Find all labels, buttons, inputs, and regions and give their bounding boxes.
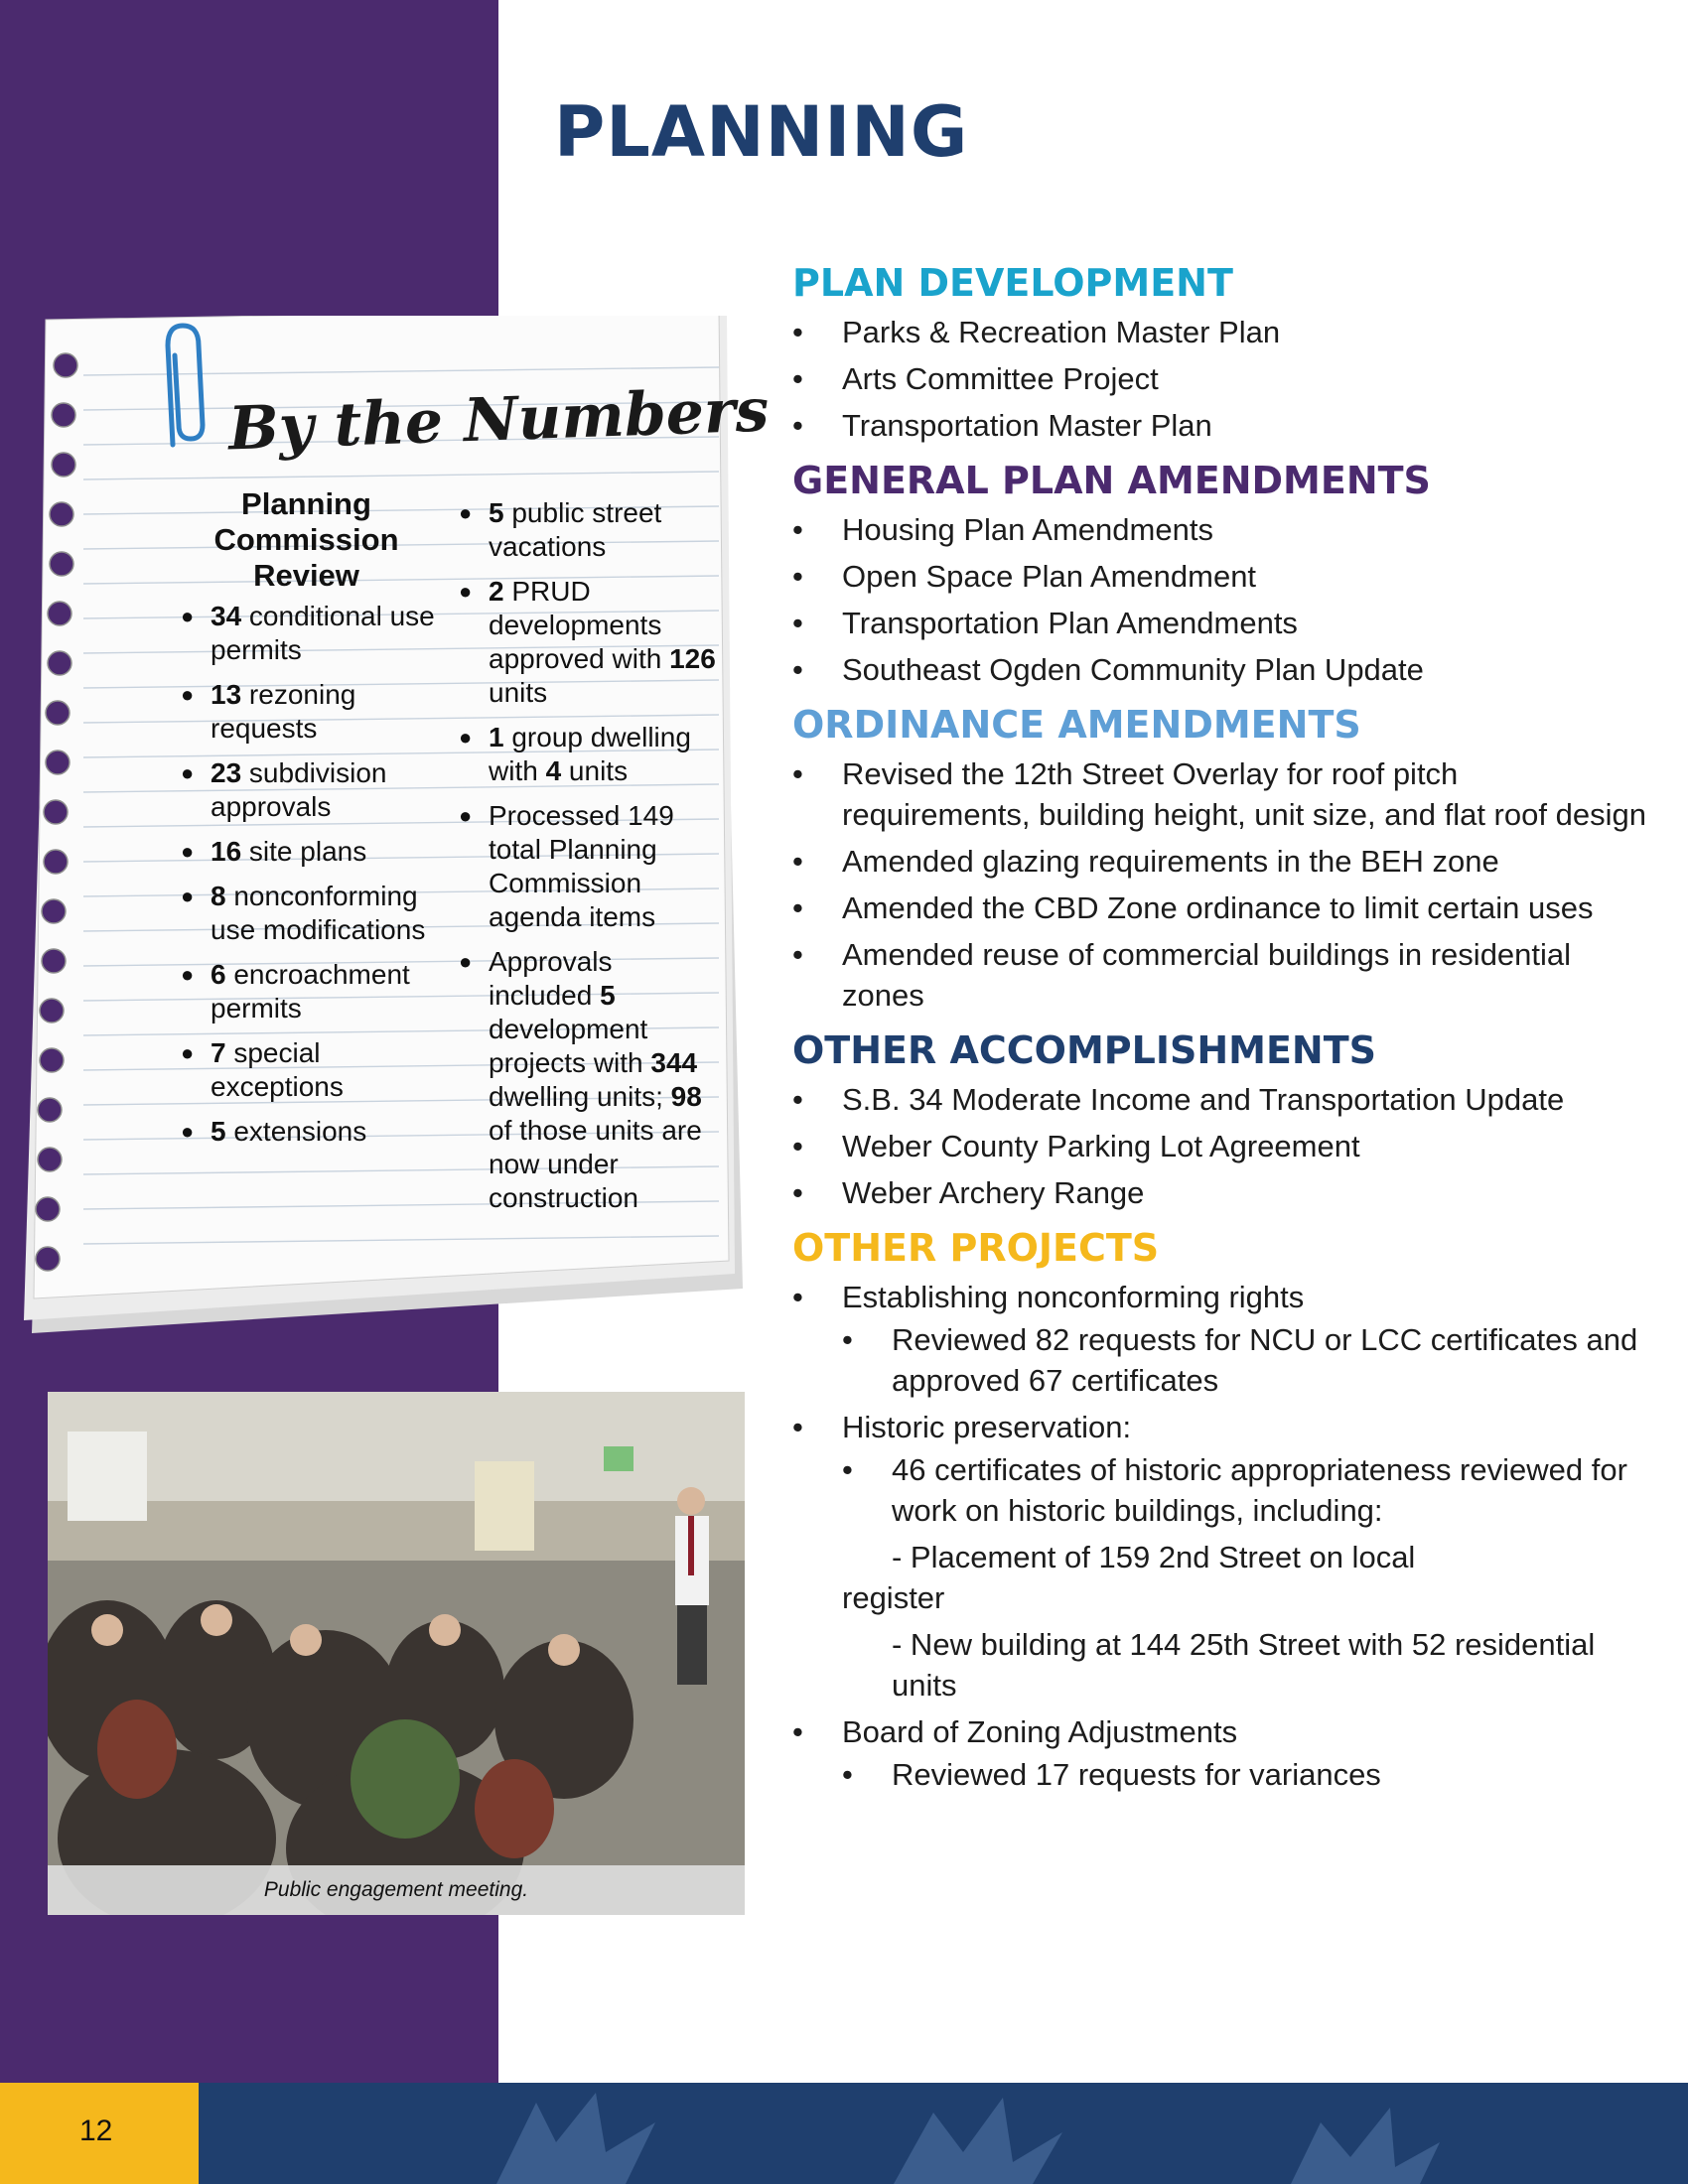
meeting-photo	[48, 1392, 745, 1915]
list-item: • Open Space Plan Amendment	[792, 556, 1646, 597]
sub-list	[842, 1754, 1646, 1795]
page-number: 12	[79, 2115, 113, 2147]
main-content	[792, 260, 1646, 1807]
list-item: • Amended the CBD Zone ordinance to limit certain uses	[792, 887, 1646, 928]
stat-item: ● 7 special exceptions	[175, 1036, 438, 1104]
stat-item: ● 6 encroachment permits	[175, 958, 438, 1025]
page-number-box	[0, 2083, 199, 2184]
stats-subheading: Planning Commission Review	[213, 486, 399, 593]
ordinance-list	[792, 753, 1646, 1016]
list-item: • Housing Plan Amendments	[792, 509, 1646, 550]
stats-column-2	[453, 496, 716, 1226]
item-text: Board of Zoning Adjustments	[842, 1714, 1238, 1749]
photo-caption: Public engagement meeting.	[48, 1865, 745, 1915]
meeting-photo-image	[48, 1392, 745, 1915]
historic-line-1b: register	[842, 1580, 945, 1615]
stat-item: ● 1 group dwelling with 4 units	[453, 721, 716, 788]
other-projects-heading: OTHER PROJECTS	[792, 1226, 1160, 1270]
sub-list-item: • Reviewed 82 requests for NCU or LCC certificates and approved 67 certificates	[842, 1319, 1646, 1401]
list-item: • Southeast Ogden Community Plan Update	[792, 649, 1646, 690]
sub-list-item: • Reviewed 17 requests for variances	[842, 1754, 1646, 1795]
stat-item: ● 16 site plans	[175, 835, 438, 869]
list-item: • Transportation Plan Amendments	[792, 603, 1646, 643]
leaf-pattern-icon	[199, 2083, 1688, 2184]
stat-item: ● Approvals included 5 development projects with 344 dwelling units; 98 of those units are now under construction	[453, 945, 716, 1215]
stat-item: ● 5 extensions	[175, 1115, 438, 1149]
stats-list-2	[453, 496, 716, 1215]
stats-list-1	[175, 600, 438, 1149]
general-plan-heading: GENERAL PLAN AMENDMENTS	[792, 459, 1431, 502]
other-accomplishments-heading: OTHER ACCOMPLISHMENTS	[792, 1028, 1377, 1072]
page-title: PLANNING	[554, 91, 969, 173]
stat-item: ● 2 PRUD developments approved with 126 units	[453, 575, 716, 710]
stat-item: ● 5 public street vacations	[453, 496, 716, 564]
sub-list	[842, 1449, 1646, 1531]
ordinance-heading: ORDINANCE AMENDMENTS	[792, 703, 1361, 747]
general-plan-list	[792, 509, 1646, 690]
historic-line-2: - New building at 144 25th Street with 52 residential units	[892, 1627, 1596, 1703]
list-item: • Parks & Recreation Master Plan	[792, 312, 1646, 352]
stat-item: ● 23 subdivision approvals	[175, 756, 438, 824]
sub-list-item: • 46 certificates of historic appropriateness reviewed for work on historic buildings, including:	[842, 1449, 1646, 1531]
list-item	[792, 1407, 1646, 1706]
stat-item: ● 8 nonconforming use modifications	[175, 880, 438, 947]
list-item: • S.B. 34 Moderate Income and Transportation Update	[792, 1079, 1646, 1120]
page-footer	[0, 2083, 1688, 2184]
list-item: • Arts Committee Project	[792, 358, 1646, 399]
plan-development-heading: PLAN DEVELOPMENT	[792, 261, 1233, 305]
item-text: Establishing nonconforming rights	[842, 1280, 1305, 1314]
other-accomplishments-list	[792, 1079, 1646, 1213]
stats-column-1	[175, 486, 438, 1160]
stat-item: ● Processed 149 total Planning Commission agenda items	[453, 799, 716, 934]
sub-list	[842, 1319, 1646, 1401]
list-item	[792, 1711, 1646, 1795]
list-item: • Amended reuse of commercial buildings in residential zones	[792, 934, 1646, 1016]
list-item	[792, 1277, 1646, 1401]
historic-line-1: - Placement of 159 2nd Street on local	[892, 1540, 1416, 1574]
list-item: • Revised the 12th Street Overlay for roof pitch requirements, building height, unit size, and flat roof design	[792, 753, 1646, 835]
list-item: • Weber County Parking Lot Agreement	[792, 1126, 1646, 1166]
stat-item: ● 13 rezoning requests	[175, 678, 438, 746]
stat-item: ● 34 conditional use permits	[175, 600, 438, 667]
other-projects-list	[792, 1277, 1646, 1795]
plan-development-list	[792, 312, 1646, 446]
list-item: • Amended glazing requirements in the BEH zone	[792, 841, 1646, 882]
item-text: Historic preservation:	[842, 1410, 1132, 1444]
list-item: • Transportation Master Plan	[792, 405, 1646, 446]
by-the-numbers-heading: By the Numbers	[226, 375, 771, 465]
list-item: • Weber Archery Range	[792, 1172, 1646, 1213]
